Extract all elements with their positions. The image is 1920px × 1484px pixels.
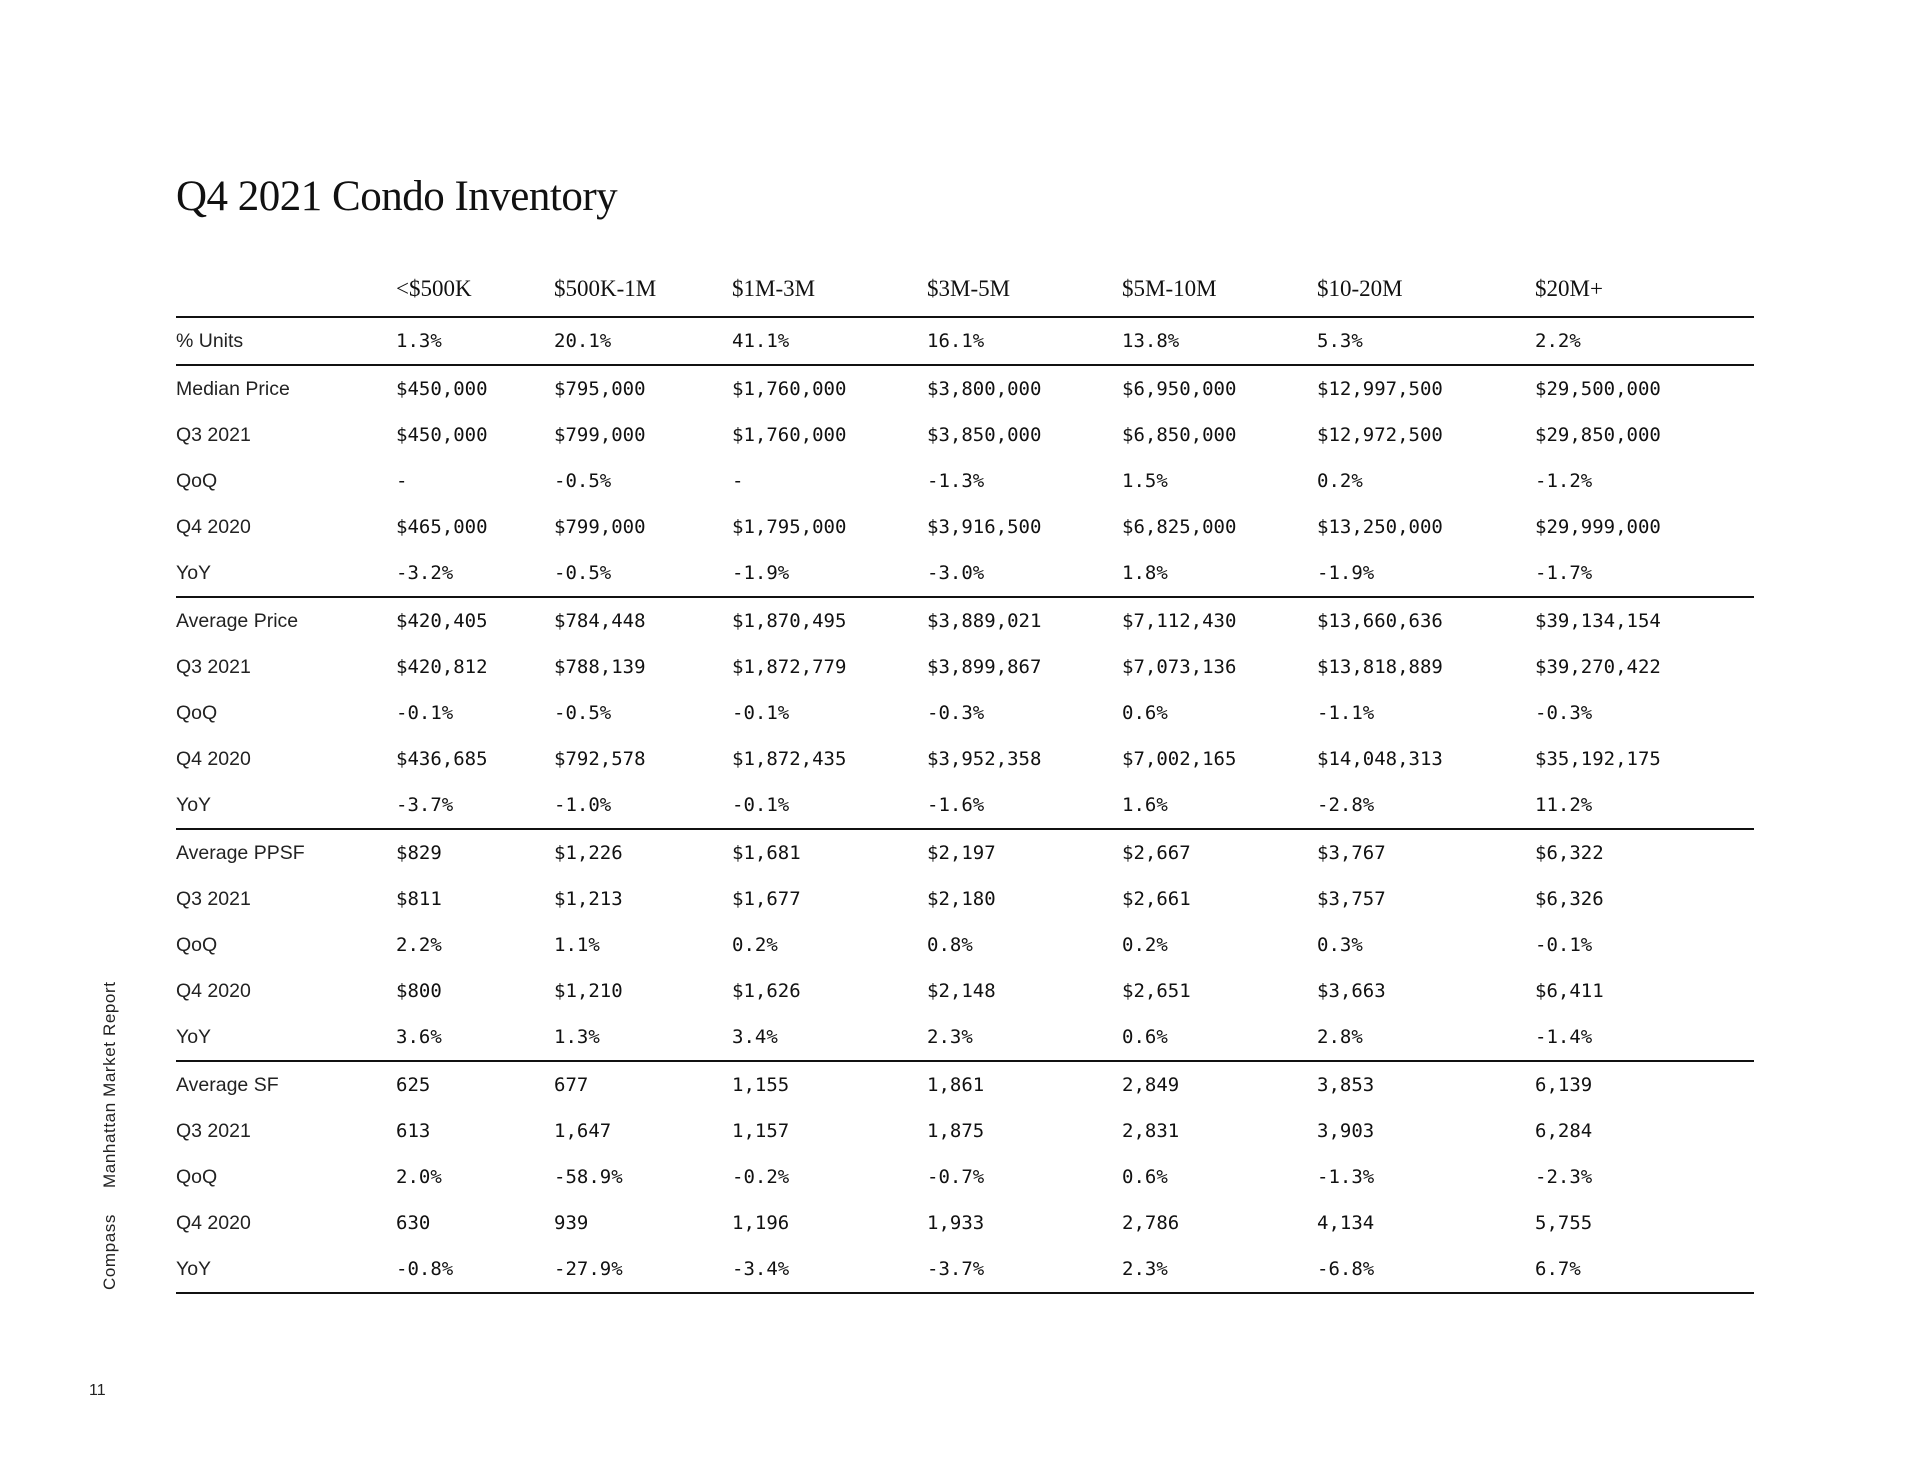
column-header: $5M-10M: [1122, 262, 1317, 317]
row-label: Q4 2020: [176, 747, 251, 770]
table-cell: 16.1%: [927, 317, 1122, 365]
table-cell: $2,651: [1122, 980, 1191, 1002]
table-cell: 1.8%: [1122, 550, 1317, 597]
table-row: [176, 690, 1754, 736]
table-row: [176, 644, 1754, 690]
table-cell: $1,626: [732, 980, 801, 1002]
table-row: [176, 829, 1754, 876]
table-cell: 1,875: [927, 1120, 985, 1142]
table-cell: 0.8%: [927, 934, 973, 956]
column-header: $1M-3M: [732, 262, 927, 317]
table-cell: $3,757: [1317, 888, 1386, 910]
table-cell: 3,903: [1317, 1120, 1375, 1142]
table-cell: $1,760,000: [732, 424, 847, 446]
table-cell: 2.3%: [927, 1014, 1122, 1061]
table-cell: -1.3%: [1317, 1166, 1375, 1188]
table-cell: 41.1%: [732, 317, 927, 365]
table-cell: 1,157: [732, 1120, 790, 1142]
table-cell: -1.6%: [927, 782, 1122, 829]
table-row: [176, 1246, 1754, 1293]
table-cell: -3.0%: [927, 550, 1122, 597]
row-label: Q4 2020: [176, 979, 251, 1002]
table-cell: 0.2%: [732, 934, 778, 956]
table-cell: -27.9%: [554, 1246, 732, 1293]
column-header: $3M-5M: [927, 262, 1122, 317]
row-label: YoY: [176, 550, 396, 597]
table-cell: 0.6%: [1122, 1014, 1317, 1061]
table-row: [176, 1108, 1754, 1154]
table-cell: 2.2%: [1535, 317, 1754, 365]
row-label: Average Price: [176, 609, 299, 632]
table-cell: 2,831: [1122, 1120, 1180, 1142]
table-cell: 0.2%: [1122, 934, 1168, 956]
table-cell: $3,952,358: [927, 748, 1042, 770]
row-label: Median Price: [176, 377, 290, 400]
table-cell: -1.0%: [554, 782, 732, 829]
table-cell: $1,681: [732, 842, 801, 864]
table-cell: $799,000: [554, 424, 646, 446]
row-label: QoQ: [176, 701, 218, 724]
table-cell: $795,000: [554, 378, 646, 400]
table-cell: 2.3%: [1122, 1246, 1317, 1293]
table-cell: 1,196: [732, 1212, 790, 1234]
table-cell: $1,795,000: [732, 516, 847, 538]
table-cell: 6,139: [1535, 1074, 1593, 1096]
table-cell: $29,500,000: [1535, 378, 1661, 400]
row-label: YoY: [176, 1014, 396, 1061]
table-cell: 6,284: [1535, 1120, 1593, 1142]
table-cell: 11.2%: [1535, 782, 1754, 829]
row-label: Q3 2021: [176, 1119, 251, 1142]
table-cell: $35,192,175: [1535, 748, 1661, 770]
side-label: [100, 981, 120, 1290]
table-cell: 625: [396, 1074, 431, 1096]
table-cell: 613: [396, 1120, 431, 1142]
table-cell: -3.2%: [396, 550, 554, 597]
table-row: [176, 550, 1754, 597]
table-cell: 6.7%: [1535, 1246, 1754, 1293]
table-cell: $829: [396, 842, 442, 864]
table-cell: -1.2%: [1535, 470, 1593, 492]
table-cell: $2,180: [927, 888, 996, 910]
table-cell: $436,685: [396, 748, 488, 770]
table-cell: $2,661: [1122, 888, 1191, 910]
table-cell: $13,660,636: [1317, 610, 1443, 632]
table-cell: 1,933: [927, 1212, 985, 1234]
table-row: [176, 458, 1754, 504]
table-row: [176, 412, 1754, 458]
table-row: [176, 1061, 1754, 1108]
table-cell: -: [396, 470, 408, 492]
table-cell: 677: [554, 1074, 589, 1096]
table-row: [176, 504, 1754, 550]
table-row: [176, 365, 1754, 412]
table-cell: 5.3%: [1317, 317, 1535, 365]
table-cell: $29,850,000: [1535, 424, 1661, 446]
report-name: Manhattan Market Report: [100, 981, 119, 1188]
table-cell: $792,578: [554, 748, 646, 770]
table-cell: $1,872,435: [732, 748, 847, 770]
table-cell: $39,134,154: [1535, 610, 1661, 632]
table-cell: $420,405: [396, 610, 488, 632]
table-cell: -0.3%: [1535, 702, 1593, 724]
table-cell: 0.2%: [1317, 470, 1363, 492]
row-label: % Units: [176, 317, 396, 365]
table-cell: $811: [396, 888, 442, 910]
table-cell: 2.0%: [396, 1166, 442, 1188]
table-cell: 1,155: [732, 1074, 790, 1096]
row-label: Q4 2020: [176, 1211, 251, 1234]
table-row: [176, 317, 1754, 365]
table-cell: $1,677: [732, 888, 801, 910]
table-cell: -0.7%: [927, 1166, 985, 1188]
table-cell: 2,786: [1122, 1212, 1180, 1234]
table-cell: $3,899,867: [927, 656, 1042, 678]
table-cell: $1,210: [554, 980, 623, 1002]
table-cell: -0.5%: [554, 470, 612, 492]
header-label-spacer: [176, 262, 396, 317]
row-label: Q3 2021: [176, 655, 251, 678]
table-cell: -2.8%: [1317, 782, 1535, 829]
row-label: QoQ: [176, 469, 218, 492]
row-label: YoY: [176, 782, 396, 829]
table-cell: $14,048,313: [1317, 748, 1443, 770]
header-row: [176, 262, 1754, 317]
table-cell: -3.7%: [396, 782, 554, 829]
column-header: $20M+: [1535, 262, 1754, 317]
table-cell: 2.8%: [1317, 1014, 1535, 1061]
table-cell: 3.6%: [396, 1014, 554, 1061]
table-cell: $6,850,000: [1122, 424, 1237, 446]
row-label: Q3 2021: [176, 423, 251, 446]
table-cell: -0.1%: [732, 782, 927, 829]
table-cell: 1,647: [554, 1120, 612, 1142]
table-row: [176, 968, 1754, 1014]
table-cell: -1.7%: [1535, 550, 1754, 597]
table-row: [176, 1014, 1754, 1061]
table-row: [176, 597, 1754, 644]
table-cell: 1.3%: [396, 317, 554, 365]
table-cell: 1.5%: [1122, 470, 1168, 492]
table-cell: $420,812: [396, 656, 488, 678]
table-cell: -1.4%: [1535, 1014, 1754, 1061]
table-row: [176, 1200, 1754, 1246]
table-row: [176, 876, 1754, 922]
row-label: Q3 2021: [176, 887, 251, 910]
table-cell: $799,000: [554, 516, 646, 538]
table-cell: $3,663: [1317, 980, 1386, 1002]
table-cell: 2,849: [1122, 1074, 1180, 1096]
column-header: <$500K: [396, 262, 554, 317]
row-label: QoQ: [176, 1165, 218, 1188]
table-cell: $7,002,165: [1122, 748, 1237, 770]
table-cell: 630: [396, 1212, 431, 1234]
table-cell: $39,270,422: [1535, 656, 1661, 678]
table-cell: $2,667: [1122, 842, 1191, 864]
table-cell: -0.1%: [732, 702, 790, 724]
table-cell: $3,767: [1317, 842, 1386, 864]
table-cell: -1.9%: [1317, 550, 1535, 597]
table-cell: 0.6%: [1122, 702, 1168, 724]
table-cell: $6,825,000: [1122, 516, 1237, 538]
table-cell: $6,326: [1535, 888, 1604, 910]
table-cell: $6,322: [1535, 842, 1604, 864]
table-cell: 0.6%: [1122, 1166, 1168, 1188]
table-cell: $6,411: [1535, 980, 1604, 1002]
table-cell: $1,213: [554, 888, 623, 910]
table-cell: $3,916,500: [927, 516, 1042, 538]
table-cell: 4,134: [1317, 1212, 1375, 1234]
table-cell: $1,872,779: [732, 656, 847, 678]
table-row: [176, 782, 1754, 829]
table-cell: $1,870,495: [732, 610, 847, 632]
table-cell: $13,250,000: [1317, 516, 1443, 538]
table-cell: -: [732, 470, 744, 492]
table-cell: 13.8%: [1122, 317, 1317, 365]
table-cell: $7,073,136: [1122, 656, 1237, 678]
brand-name: Compass: [100, 1213, 119, 1290]
table-cell: -0.2%: [732, 1166, 790, 1188]
table-cell: -0.1%: [396, 702, 454, 724]
table-row: [176, 1154, 1754, 1200]
table-cell: $7,112,430: [1122, 610, 1237, 632]
table-row: [176, 922, 1754, 968]
column-header: $10-20M: [1317, 262, 1535, 317]
table-cell: $12,972,500: [1317, 424, 1443, 446]
row-label: QoQ: [176, 933, 218, 956]
table-cell: -2.3%: [1535, 1166, 1593, 1188]
table-cell: 3,853: [1317, 1074, 1375, 1096]
table-cell: $6,950,000: [1122, 378, 1237, 400]
table-cell: -0.3%: [927, 702, 985, 724]
table-body: [176, 317, 1754, 1293]
table-cell: $450,000: [396, 378, 488, 400]
table-cell: -58.9%: [554, 1166, 623, 1188]
row-label: Q4 2020: [176, 515, 251, 538]
table-cell: 20.1%: [554, 317, 732, 365]
table-cell: $2,197: [927, 842, 996, 864]
table-cell: $3,800,000: [927, 378, 1042, 400]
table-cell: -1.1%: [1317, 702, 1375, 724]
table-cell: 939: [554, 1212, 589, 1234]
column-header: $500K-1M: [554, 262, 732, 317]
table-cell: 1.6%: [1122, 782, 1317, 829]
table-cell: 1,861: [927, 1074, 985, 1096]
table-cell: -3.7%: [927, 1246, 1122, 1293]
table-cell: 0.3%: [1317, 934, 1363, 956]
table-cell: $800: [396, 980, 442, 1002]
table-cell: $784,448: [554, 610, 646, 632]
table-cell: $29,999,000: [1535, 516, 1661, 538]
table-cell: $13,818,889: [1317, 656, 1443, 678]
table-cell: $3,889,021: [927, 610, 1042, 632]
table-cell: $3,850,000: [927, 424, 1042, 446]
table-cell: 1.1%: [554, 934, 600, 956]
table-cell: $1,760,000: [732, 378, 847, 400]
table-cell: -1.3%: [927, 470, 985, 492]
table-cell: 3.4%: [732, 1014, 927, 1061]
row-label: Average PPSF: [176, 841, 305, 864]
table-cell: 2.2%: [396, 934, 442, 956]
table-cell: -0.1%: [1535, 934, 1593, 956]
table-cell: -3.4%: [732, 1246, 927, 1293]
page-number: 11: [89, 1382, 106, 1399]
row-label: YoY: [176, 1246, 396, 1293]
table-cell: -0.5%: [554, 702, 612, 724]
row-label: Average SF: [176, 1073, 279, 1096]
condo-inventory-table: [176, 262, 1754, 1294]
table-cell: 5,755: [1535, 1212, 1593, 1234]
table-cell: -6.8%: [1317, 1246, 1535, 1293]
table-cell: -1.9%: [732, 550, 927, 597]
table-row: [176, 736, 1754, 782]
table-cell: -0.5%: [554, 550, 732, 597]
table-cell: $1,226: [554, 842, 623, 864]
table-cell: 1.3%: [554, 1014, 732, 1061]
table-cell: -0.8%: [396, 1246, 554, 1293]
table-cell: $12,997,500: [1317, 378, 1443, 400]
table-cell: $465,000: [396, 516, 488, 538]
table-cell: $2,148: [927, 980, 996, 1002]
page-title: Q4 2021 Condo Inventory: [176, 173, 618, 220]
table-cell: $450,000: [396, 424, 488, 446]
table-cell: $788,139: [554, 656, 646, 678]
